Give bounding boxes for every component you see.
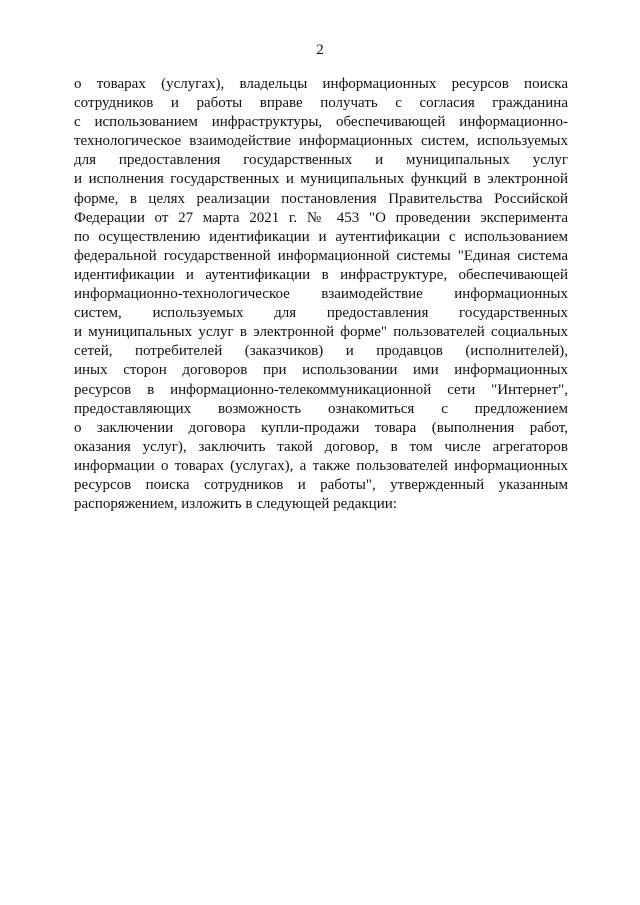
body-paragraph: [74, 75, 568, 514]
page-number: 2: [316, 42, 324, 58]
text-line: информации о товарах (услугах), а также пользователей информационных: [74, 457, 568, 474]
text-line: форме, в целях реализации постановления Правительства Российской: [74, 190, 568, 207]
text-line: федеральной государственной информационной системы "Единая система: [74, 247, 568, 264]
text-line-last: распоряжением, изложить в следующей редакции:: [74, 496, 397, 513]
text-line: систем, используемых для предоставления государственных: [74, 305, 568, 322]
text-line: и исполнения государственных и муниципальных функций в электронной: [74, 171, 568, 188]
text-line: о товарах (услугах), владельцы информационных ресурсов поиска: [74, 76, 568, 92]
text-line: сетей, потребителей (заказчиков) и продавцов (исполнителей),: [74, 343, 568, 360]
text-line: иных сторон договоров при использовании ими информационных: [74, 362, 568, 379]
text-line: идентификации и аутентификации в инфраструктуре, обеспечивающей: [74, 266, 568, 283]
text-line: оказания услуг), заключить такой договор, в том числе агрегаторов: [74, 438, 568, 455]
text-line: предоставляющих возможность ознакомиться с предложением: [74, 400, 568, 417]
text-line: о заключении договора купли-продажи товара (выполнения работ,: [74, 419, 568, 436]
text-line: ресурсов в информационно-телекоммуникационной сети "Интернет",: [74, 381, 568, 398]
text-line: информационно-технологическое взаимодействие информационных: [74, 286, 568, 303]
text-line: с использованием инфраструктуры, обеспечивающей информационно-: [74, 114, 568, 131]
text-line: и муниципальных услуг в электронной форме" пользователей социальных: [74, 324, 568, 341]
text-line: по осуществлению идентификации и аутентификации с использованием: [74, 228, 568, 245]
text-line: Федерации от 27 марта 2021 г. № 453 "О проведении эксперимента: [74, 209, 568, 226]
text-line: ресурсов поиска сотрудников и работы", утвержденный указанным: [74, 476, 568, 493]
text-line: сотрудников и работы вправе получать с согласия гражданина: [74, 95, 568, 112]
text-line: технологическое взаимодействие информационных систем, используемых: [74, 133, 568, 150]
text-line: для предоставления государственных и муниципальных услуг: [74, 152, 568, 169]
